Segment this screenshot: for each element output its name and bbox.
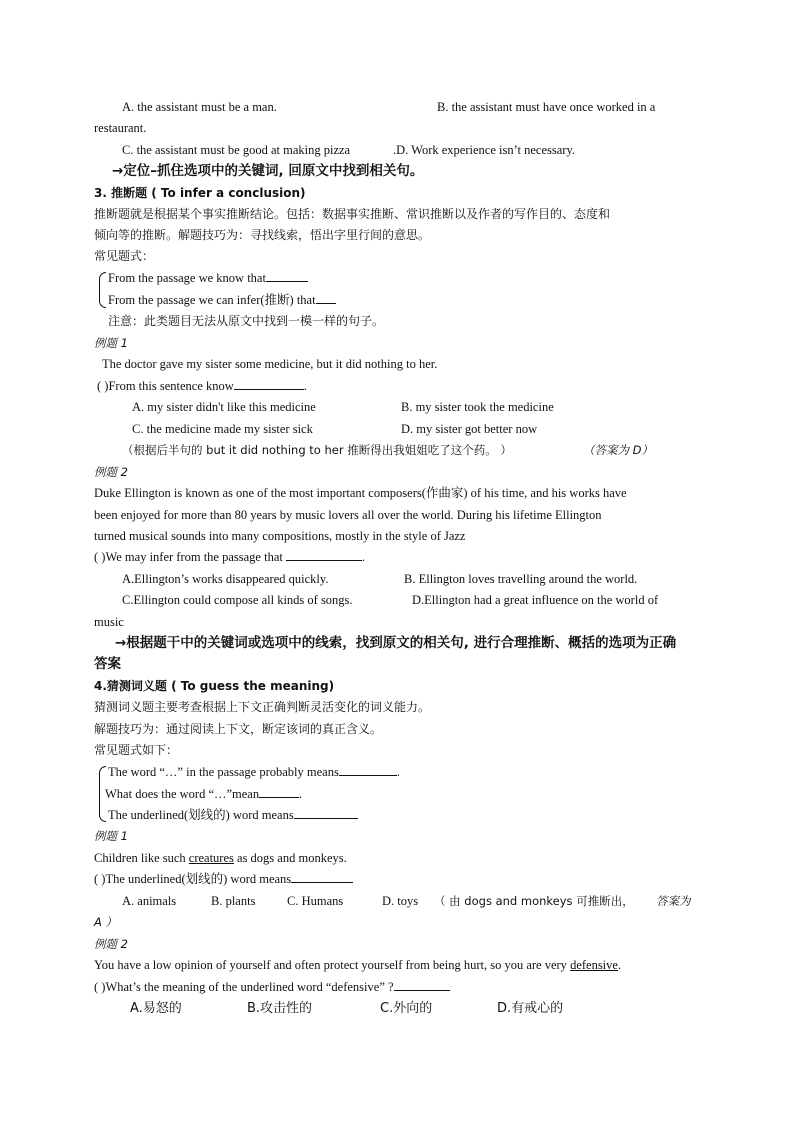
option-b-cont: restaurant. [94,121,147,135]
example2-question-text: ( )We may infer from the passage that [94,550,283,564]
example2-passage-line2: been enjoyed for more than 80 years by music lovers all over the world. During his lifetime Ellington [94,508,602,522]
section4-desc1: 猜测词义题主要考查根据上下文正确判断灵活变化的词义能力。 [94,700,431,714]
answer-blank [234,379,304,390]
example1-option-c: C. the medicine made my sister sick [132,422,313,436]
brace [99,272,106,308]
option-d: .D. Work experience isn’t necessary. [393,143,576,157]
form-probably-means-text: The word “…” in the passage probably means [108,765,339,779]
example3-answer: 答案为 [656,894,691,908]
example3-text-post: as dogs and monkeys. [233,851,347,865]
tip-locate: →定位–抓住选项中的关键词, 回原文中找到相关句。 [112,163,424,179]
example1-text: The doctor gave my sister some medicine, but it did nothing to her. [102,357,438,371]
example4-option-b: B.攻击性的 [247,1001,313,1016]
form-infer-text: From the passage we can infer(推断) that [108,293,316,307]
form-what-does-mean: What does the word “…”mean . [105,787,303,801]
example1-question: ( )From this sentence know . [97,379,307,393]
example4-question [94,980,450,995]
example1-note: （根据后半句的 but it did nothing to her 推断得出我姐姐吃了这个药。 ） [122,443,512,457]
section4-desc2: 解题技巧为：通过阅读上下文，断定该词的真正含义。 [94,722,383,736]
blank [316,293,336,304]
tip-infer: →根据题干中的关键词或选项中的线索，找到原文的相关句, 进行合理推断、概括的选项为正确 [115,635,677,651]
example2-option-a: A.Ellington’s works disappeared quickly. [122,572,329,586]
example4-text-pre: You have a low opinion of yourself and often protect yourself from being hurt, so you are very [94,958,571,972]
answer-blank [291,872,353,883]
blank [339,765,397,776]
section3-desc1: 推断题就是根据某个事实推断结论。包括：数据事实推断、常识推断以及作者的写作目的、态度和 [94,207,611,221]
example3-text-pre: Children like such [94,851,189,865]
example4-option-a: A.易怒的 [130,1001,182,1016]
example2-option-b: B. Ellington loves travelling around the world. [404,572,638,586]
option-c: C. the assistant must be good at making pizza [122,143,351,157]
example1-option-a: A. my sister didn't like this medicine [132,400,316,414]
example2-passage-line1: Duke Ellington is known as one of the most important composers(作曲家) of his time, and his works have [94,486,627,500]
section3-heading [94,186,306,201]
example4-text: You have a low opinion of yourself and often protect yourself from being hurt, so you are very defensive. [94,958,622,972]
example3-answer-cont: A ） [94,915,118,929]
underlined-word: creatures [188,851,234,865]
section3-note: 注意：此类题目无法从原文中找到一模一样的句子。 [108,314,385,328]
section3-heading-text: 3. 推断题 ( To infer a conclusion) [94,186,306,200]
form-infer [108,293,336,308]
example3-question-text: ( )The underlined(划线的) word means [94,872,292,886]
example3-note: （ 由 dogs and monkeys 可推断出， [434,894,634,908]
option-b: B. the assistant must have once worked in a [437,100,656,114]
form-know-text: From the passage we know that [108,271,266,285]
example3-option-b: B. plants [211,894,256,908]
example4-option-c: C.外向的 [380,1001,433,1016]
form-know [108,271,308,286]
example3-option-a: A. animals [122,894,177,908]
example4-option-d: D.有戒心的 [497,1001,564,1016]
example1-question-text: ( )From this sentence know [97,379,234,393]
option-a: A. the assistant must be a man. [122,100,277,114]
example2-option-c: C.Ellington could compose all kinds of songs. [122,593,353,607]
example4-question-text: ( )What’s the meaning of the underlined word “defensive” ? [94,980,394,994]
example3-question [94,872,353,887]
underlined-word: defensive [570,958,618,972]
example1-option-d: D. my sister got better now [401,422,538,436]
section3-common-label: 常见题式： [94,249,155,263]
example2-option-d-cont: music [94,615,124,629]
form-underlined-means [108,808,358,823]
example4-label: 例题 2 [94,937,128,951]
example3-text [94,851,347,866]
answer-blank [394,980,450,991]
section4-heading: 4.猜测词义题 ( To guess the meaning) [94,679,335,693]
blank [259,787,299,798]
blank [294,808,358,819]
example2-option-d: D.Ellington had a great influence on the world of [412,593,659,607]
form-what-does-mean-text: What does the word “…”mean [105,787,260,801]
section3-desc2: 倾向等的推断。解题技巧为：寻找线索，悟出字里行间的意思。 [94,228,431,242]
example3-option-c: C. Humans [287,894,344,908]
example3-label: 例题 1 [94,829,128,843]
example1-answer: （答案为 D） [583,443,654,457]
example2-label: 例题 2 [94,465,128,479]
blank [266,271,308,282]
form-underlined-means-text: The underlined(划线的) word means [108,808,294,822]
example2-passage-line3: turned musical sounds into many compositions, mostly in the style of Jazz [94,529,466,543]
answer-blank [286,550,362,561]
section4-common-label: 常见题式如下： [94,743,179,757]
example1-label: 例题 1 [94,336,128,350]
example1-option-b: B. my sister took the medicine [401,400,554,414]
example3-option-d: D. toys [382,894,419,908]
form-probably-means: The word “…” in the passage probably means . [108,765,400,779]
example2-question: ( )We may infer from the passage that . [94,550,366,564]
tip-infer-cont: 答案 [94,656,121,672]
